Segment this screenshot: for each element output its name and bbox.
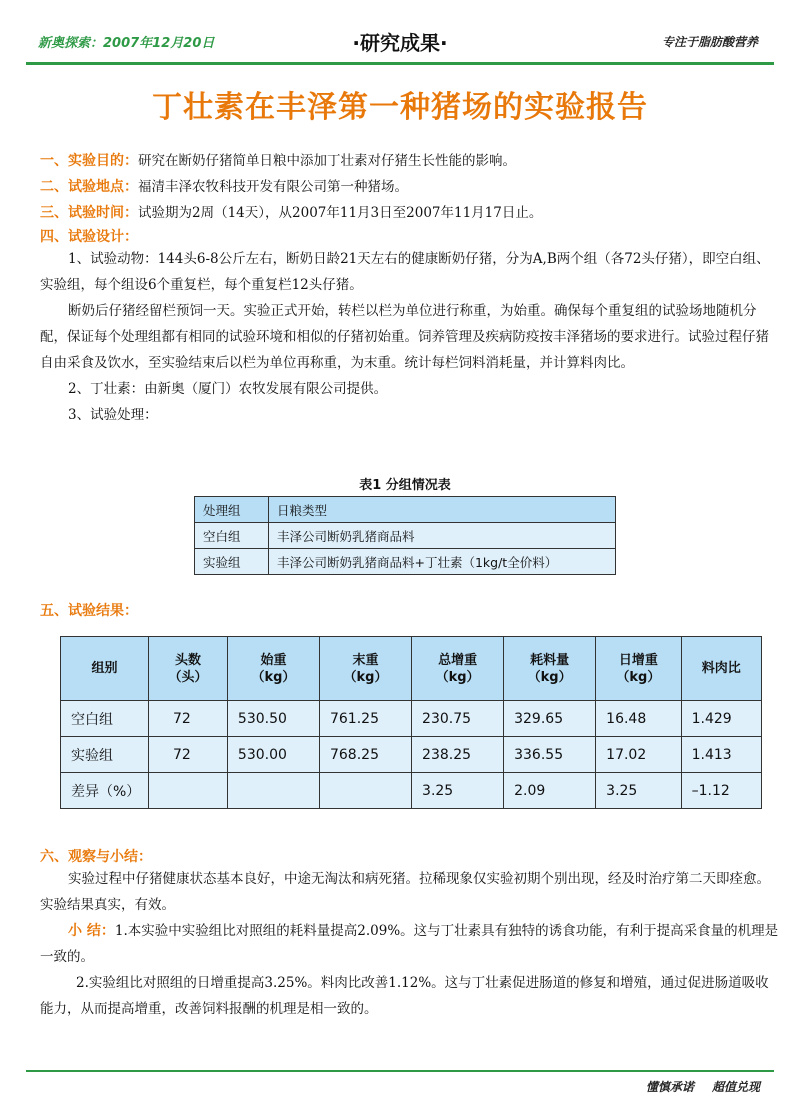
cell: –1.12 [681, 773, 761, 809]
summary-p1: 1.本实验中实验组比对照组的耗料量提高2.09%。这与丁壮素具有独特的诱食功能，有利于提高采食量的机理是一致的。 [40, 923, 779, 965]
heading-results: 五、试验结果： [40, 603, 138, 619]
summary-p2: 2.实验组比对照组的日增重提高3.25%。料肉比改善1.12%。这与丁壮素促进肠道的修复和增殖，通过促进肠道吸收能力，从而提高增重，改善饲料报酬的机理是相一致的。 [40, 975, 769, 1017]
heading-purpose: 一、实验目的： [40, 153, 138, 169]
cell [149, 773, 228, 809]
column-header: 料肉比 [681, 637, 761, 701]
cell: 530.00 [227, 737, 319, 773]
time-text: 试验期为2周（14天），从2007年11月3日至2007年11月17日止。 [138, 205, 543, 221]
cell: 1.429 [681, 701, 761, 737]
column-header: 日增重 （kg） [596, 637, 681, 701]
table-header-row [61, 637, 762, 701]
heading-time: 三、试验时间： [40, 205, 138, 221]
grouping-table [194, 496, 616, 575]
column-header: 始重 （kg） [227, 637, 319, 701]
purpose-text: 研究在断奶仔猪简单日粮中添加丁壮素对仔猪生长性能的影响。 [138, 153, 516, 169]
cell: 3.25 [596, 773, 681, 809]
design-p2: 断奶后仔猪经留栏预饲一天。实验正式开始，转栏以栏为单位进行称重，为始重。确保每个重复组的试验场地随机分配，保证每个处理组都有相同的试验环境和相似的仔猪初始重。饲养管理及疾病防疫按丰泽猪场的要求进行。试验过程仔猪自由采食及饮水，至实验结束后以栏为单位再称重，为末重。统计每栏饲料消耗量，并计算料肉比。 [40, 303, 769, 371]
sections-1-4 [40, 148, 780, 428]
cell: 72 [149, 737, 228, 773]
header-section: ·研究成果· [352, 31, 448, 55]
cell: 72 [149, 701, 228, 737]
heading-observation: 六、观察与小结： [40, 849, 152, 865]
cell: 空白组 [195, 523, 269, 549]
cell: 336.55 [504, 737, 596, 773]
heading-location: 二、试验地点： [40, 179, 138, 195]
header-issue: 新奥探索：2007年12月20日 [38, 36, 215, 51]
results-table [60, 636, 762, 809]
design-p1: 1、试验动物：144头6-8公斤左右，断奶日龄21天左右的健康断奶仔猪，分为A,B两个组（各72头仔猪），即空白组、实验组，每个组设6个重复栏，每个重复栏12头仔猪。 [40, 251, 770, 293]
cell: 17.02 [596, 737, 681, 773]
cell: 16.48 [596, 701, 681, 737]
heading-design: 四、试验设计： [40, 229, 138, 245]
column-header: 总增重 （kg） [412, 637, 504, 701]
cell: 日粮类型 [269, 497, 616, 523]
cell: 530.50 [227, 701, 319, 737]
table-row [61, 701, 762, 737]
table-row [61, 773, 762, 809]
cell: 761.25 [319, 701, 411, 737]
design-p3: 2、丁壮素：由新奥（厦门）农牧发展有限公司提供。 [68, 381, 388, 397]
page-title: 丁壮素在丰泽第一种猪场的实验报告 [152, 90, 648, 125]
column-header: 末重 （kg） [319, 637, 411, 701]
footer-slogan: 懂慎承诺 超值兑现 [645, 1080, 760, 1094]
top-divider [26, 62, 774, 65]
table-row [195, 497, 616, 523]
cell: 238.25 [412, 737, 504, 773]
section-6 [40, 846, 780, 1022]
cell [319, 773, 411, 809]
summary-label: 小 结： [68, 923, 115, 939]
cell: 丰泽公司断奶乳猪商品料 [269, 523, 616, 549]
table-row [61, 737, 762, 773]
cell: 处理组 [195, 497, 269, 523]
column-header: 耗料量 （kg） [504, 637, 596, 701]
cell: 差异（%） [61, 773, 149, 809]
location-text: 福清丰泽农牧科技开发有限公司第一种猪场。 [138, 179, 408, 195]
cell: 空白组 [61, 701, 149, 737]
cell: 768.25 [319, 737, 411, 773]
cell: 实验组 [195, 549, 269, 575]
cell: 3.25 [412, 773, 504, 809]
cell: 丰泽公司断奶乳猪商品料+丁壮素（1kg/t全价料） [269, 549, 616, 575]
cell: 1.413 [681, 737, 761, 773]
design-p4: 3、试验处理： [68, 407, 158, 423]
cell [227, 773, 319, 809]
cell: 实验组 [61, 737, 149, 773]
table1-caption: 表1 分组情况表 [359, 478, 451, 493]
cell: 230.75 [412, 701, 504, 737]
observation-text: 实验过程中仔猪健康状态基本良好，中途无淘汰和病死猪。拉稀现象仅实验初期个别出现，经及时治疗第二天即痊愈。实验结果真实，有效。 [40, 871, 770, 913]
cell: 329.65 [504, 701, 596, 737]
cell: 2.09 [504, 773, 596, 809]
header-slogan: 专注于脂肪酸营养 [661, 35, 758, 49]
table-row [195, 523, 616, 549]
table-row [195, 549, 616, 575]
column-header: 头数 （头） [149, 637, 228, 701]
column-header: 组别 [61, 637, 149, 701]
bottom-divider [26, 1070, 774, 1072]
